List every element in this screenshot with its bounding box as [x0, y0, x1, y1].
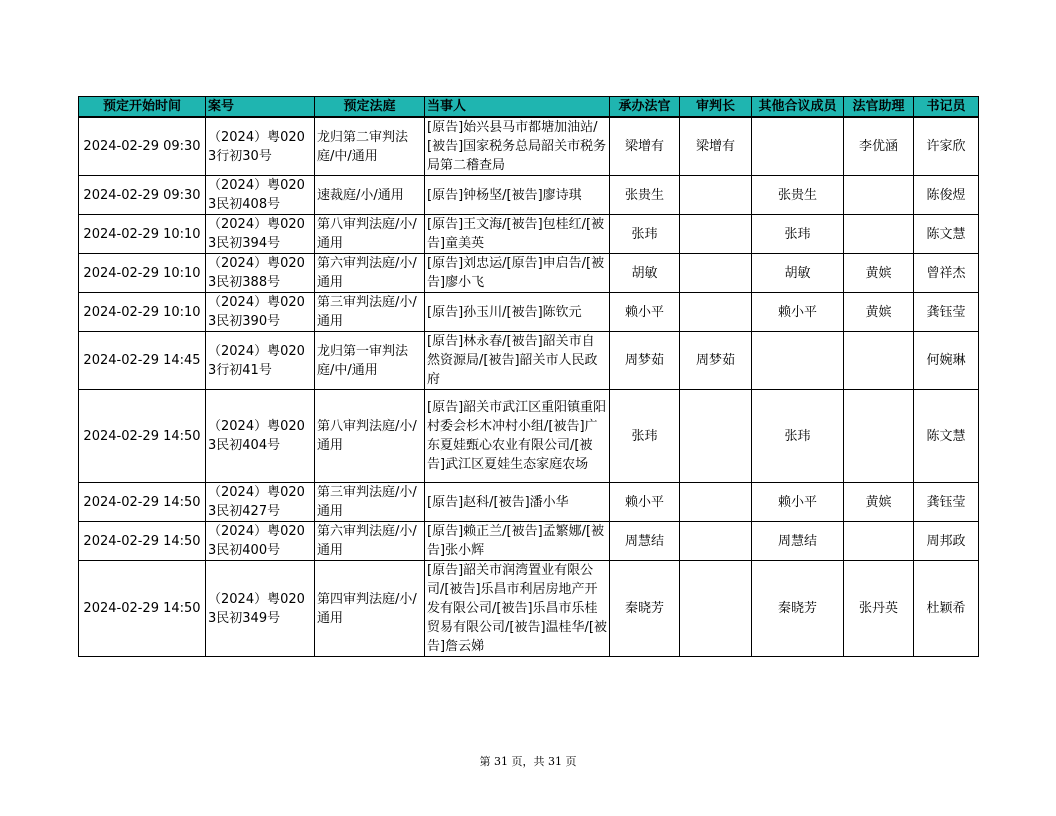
chief-judge-cell: 周梦茹: [680, 332, 752, 390]
judge-assistant-cell: 黄嫔: [844, 254, 914, 293]
start-time-cell: 2024-02-29 09:30: [79, 176, 206, 215]
clerk-cell: 许家欣: [914, 117, 979, 176]
page-footer: 第 31 页，共 31 页: [479, 755, 577, 768]
parties-cell: [原告]韶关市武江区重阳镇重阳村委会杉木冲村小组/[被告]广东夏娃甄心农业有限公司/[被告]武江区夏娃生态家庭农场: [425, 390, 610, 483]
judge-assistant-cell: [844, 215, 914, 254]
table-row: [79, 332, 979, 390]
start-time-cell: 2024-02-29 14:50: [79, 561, 206, 657]
chief-judge-cell: 梁增有: [680, 117, 752, 176]
parties-cell: [原告]赖正兰/[被告]孟繁娜/[被告]张小辉: [425, 522, 610, 561]
col-header-start-time: 预定开始时间: [79, 97, 206, 118]
chief-judge-cell: [680, 293, 752, 332]
parties-cell: [原告]孙玉川/[被告]陈钦元: [425, 293, 610, 332]
panel-members-cell: 胡敏: [752, 254, 844, 293]
case-no-cell: （2024）粤0203民初400号: [206, 522, 315, 561]
courtroom-cell: 第八审判法庭/小/通用: [315, 390, 425, 483]
courtroom-cell: 龙归第一审判法庭/中/通用: [315, 332, 425, 390]
judge-assistant-cell: [844, 390, 914, 483]
start-time-cell: 2024-02-29 10:10: [79, 215, 206, 254]
panel-members-cell: 张贵生: [752, 176, 844, 215]
start-time-cell: 2024-02-29 09:30: [79, 117, 206, 176]
col-header-courtroom: 预定法庭: [315, 97, 425, 118]
start-time-cell: 2024-02-29 10:10: [79, 254, 206, 293]
case-no-cell: （2024）粤0203民初404号: [206, 390, 315, 483]
col-header-judge-assistant: 法官助理: [844, 97, 914, 118]
col-header-panel-members: 其他合议成员: [752, 97, 844, 118]
courtroom-cell: 第四审判法庭/小/通用: [315, 561, 425, 657]
panel-members-cell: 赖小平: [752, 293, 844, 332]
table-row: [79, 483, 979, 522]
clerk-cell: 杜颖希: [914, 561, 979, 657]
judge-assistant-cell: 黄嫔: [844, 483, 914, 522]
table-row: [79, 293, 979, 332]
presiding-judge-cell: 周梦茹: [610, 332, 680, 390]
case-no-cell: （2024）粤0203民初349号: [206, 561, 315, 657]
presiding-judge-cell: 周慧结: [610, 522, 680, 561]
case-no-cell: （2024）粤0203民初394号: [206, 215, 315, 254]
table-row: [79, 390, 979, 483]
parties-cell: [原告]林永春/[被告]韶关市自然资源局/[被告]韶关市人民政府: [425, 332, 610, 390]
courtroom-cell: 龙归第二审判法庭/中/通用: [315, 117, 425, 176]
col-header-presiding-judge: 承办法官: [610, 97, 680, 118]
courtroom-cell: 第六审判法庭/小/通用: [315, 522, 425, 561]
chief-judge-cell: [680, 483, 752, 522]
parties-cell: [原告]王文海/[被告]包桂红/[被告]童美英: [425, 215, 610, 254]
start-time-cell: 2024-02-29 14:50: [79, 483, 206, 522]
judge-assistant-cell: 黄嫔: [844, 293, 914, 332]
judge-assistant-cell: 张丹英: [844, 561, 914, 657]
presiding-judge-cell: 秦晓芳: [610, 561, 680, 657]
clerk-cell: 陈俊煜: [914, 176, 979, 215]
table-row: [79, 561, 979, 657]
clerk-cell: 龚钰莹: [914, 483, 979, 522]
courtroom-cell: 第六审判法庭/小/通用: [315, 254, 425, 293]
clerk-cell: 陈文慧: [914, 390, 979, 483]
col-header-parties: 当事人: [425, 97, 610, 118]
chief-judge-cell: [680, 522, 752, 561]
clerk-cell: 陈文慧: [914, 215, 979, 254]
start-time-cell: 2024-02-29 14:50: [79, 390, 206, 483]
judge-assistant-cell: [844, 522, 914, 561]
presiding-judge-cell: 张玮: [610, 390, 680, 483]
table-header-row: [79, 97, 979, 118]
courtroom-cell: 第八审判法庭/小/通用: [315, 215, 425, 254]
clerk-cell: 何婉琳: [914, 332, 979, 390]
judge-assistant-cell: [844, 176, 914, 215]
hearing-schedule-table: [78, 96, 979, 657]
clerk-cell: 曾祥杰: [914, 254, 979, 293]
presiding-judge-cell: 张玮: [610, 215, 680, 254]
start-time-cell: 2024-02-29 14:50: [79, 522, 206, 561]
case-no-cell: （2024）粤0203行初30号: [206, 117, 315, 176]
table-row: [79, 254, 979, 293]
panel-members-cell: [752, 117, 844, 176]
case-no-cell: （2024）粤0203民初408号: [206, 176, 315, 215]
chief-judge-cell: [680, 561, 752, 657]
judge-assistant-cell: [844, 332, 914, 390]
judge-assistant-cell: 李优涵: [844, 117, 914, 176]
col-header-case-no: 案号: [206, 97, 315, 118]
case-no-cell: （2024）粤0203民初427号: [206, 483, 315, 522]
panel-members-cell: 赖小平: [752, 483, 844, 522]
presiding-judge-cell: 赖小平: [610, 293, 680, 332]
clerk-cell: 周邦政: [914, 522, 979, 561]
panel-members-cell: 张玮: [752, 390, 844, 483]
case-no-cell: （2024）粤0203民初390号: [206, 293, 315, 332]
panel-members-cell: 秦晓芳: [752, 561, 844, 657]
clerk-cell: 龚钰莹: [914, 293, 979, 332]
courtroom-cell: 第三审判法庭/小/通用: [315, 293, 425, 332]
presiding-judge-cell: 赖小平: [610, 483, 680, 522]
panel-members-cell: 周慧结: [752, 522, 844, 561]
courtroom-cell: 速裁庭/小/通用: [315, 176, 425, 215]
presiding-judge-cell: 胡敏: [610, 254, 680, 293]
panel-members-cell: 张玮: [752, 215, 844, 254]
panel-members-cell: [752, 332, 844, 390]
table-row: [79, 117, 979, 176]
chief-judge-cell: [680, 390, 752, 483]
parties-cell: [原告]赵科/[被告]潘小华: [425, 483, 610, 522]
case-no-cell: （2024）粤0203民初388号: [206, 254, 315, 293]
table-row: [79, 522, 979, 561]
parties-cell: [原告]钟杨坚/[被告]廖诗琪: [425, 176, 610, 215]
start-time-cell: 2024-02-29 10:10: [79, 293, 206, 332]
case-no-cell: （2024）粤0203行初41号: [206, 332, 315, 390]
chief-judge-cell: [680, 215, 752, 254]
presiding-judge-cell: 张贵生: [610, 176, 680, 215]
courtroom-cell: 第三审判法庭/小/通用: [315, 483, 425, 522]
table-row: [79, 176, 979, 215]
chief-judge-cell: [680, 176, 752, 215]
col-header-clerk: 书记员: [914, 97, 979, 118]
chief-judge-cell: [680, 254, 752, 293]
parties-cell: [原告]韶关市润湾置业有限公司/[被告]乐昌市利居房地产开发有限公司/[被告]乐昌市乐桂贸易有限公司/[被告]温桂华/[被告]詹云娣: [425, 561, 610, 657]
start-time-cell: 2024-02-29 14:45: [79, 332, 206, 390]
table-row: [79, 215, 979, 254]
parties-cell: [原告]刘忠运/[原告]申启告/[被告]廖小飞: [425, 254, 610, 293]
col-header-chief-judge: 审判长: [680, 97, 752, 118]
presiding-judge-cell: 梁增有: [610, 117, 680, 176]
parties-cell: [原告]始兴县马市都塘加油站/[被告]国家税务总局韶关市税务局第二稽查局: [425, 117, 610, 176]
